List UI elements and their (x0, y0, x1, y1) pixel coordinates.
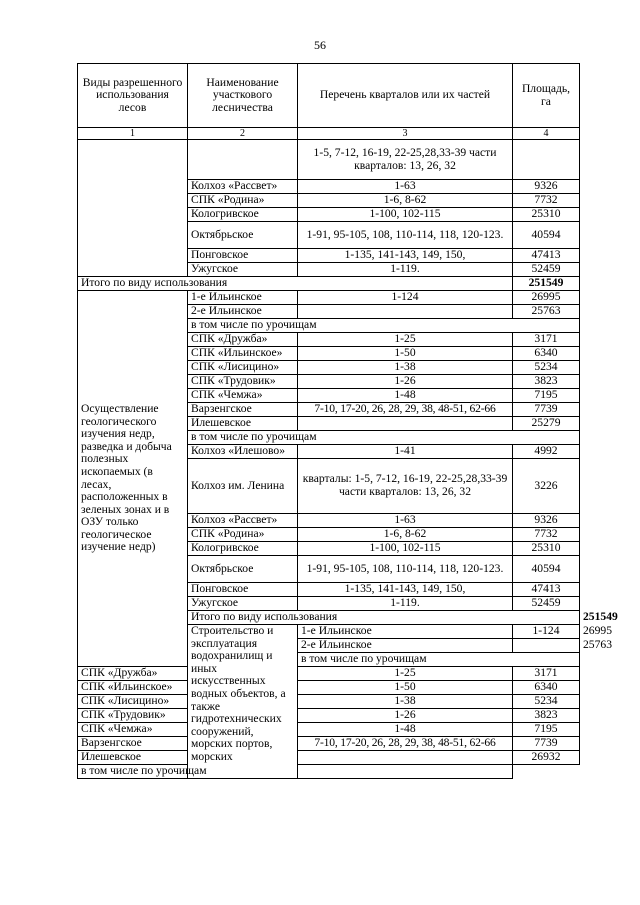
table-row (78, 681, 580, 695)
header-num-2: 2 (188, 128, 298, 140)
table-row (78, 291, 580, 305)
area-cell: 40594 (513, 556, 580, 583)
forestry-cell: СПК «Лисицино» (188, 361, 298, 375)
quarters-cell: 1-6, 8-62 (298, 528, 513, 542)
quarters-cell: 1-100, 102-115 (298, 208, 513, 222)
quarters-cell: 7-10, 17-20, 26, 28, 29, 38, 48-51, 62-66 (298, 737, 513, 751)
forestry-cell: СПК «Чемжа» (188, 389, 298, 403)
quarters-cell: кварталы: 1-5, 7-12, 16-19, 22-25,28,33-39 части кварталов: 13, 26, 32 (298, 459, 513, 514)
table-cell (188, 140, 298, 180)
table-row: 2-е Ильинское 25763 (78, 639, 580, 653)
header-quarters: Перечень кварталов или их частей (298, 64, 513, 128)
table-row (78, 709, 580, 723)
forestry-cell: СПК «Ильинское» (188, 347, 298, 361)
quarters-cell: 1-48 (298, 723, 513, 737)
quarters-cell: 1-38 (298, 361, 513, 375)
subheader-label: в том числе по урочищам (78, 765, 513, 779)
area-cell: 5234 (513, 695, 580, 709)
area-cell: 26995 (513, 291, 580, 305)
use-type-cell (78, 140, 188, 277)
table-row (78, 695, 580, 709)
quarters-cell: 1-26 (298, 375, 513, 389)
header-num-4: 4 (513, 128, 580, 140)
quarters-cell: 1-41 (298, 445, 513, 459)
area-cell: 3171 (513, 333, 580, 347)
forestry-cell: 2-е Ильинское (188, 305, 298, 319)
area-cell: 25763 (513, 305, 580, 319)
use-type-cell: Осуществление геологического изучения недр, разведка и добыча полезных ископаемых (в лесах, расположенных в зеленых зонах и в ОЗУ только геологическое изучение недр) (78, 291, 188, 667)
forestry-cell: 1-е Ильинское (298, 625, 513, 639)
forestry-cell: Октябрьское (188, 556, 298, 583)
quarters-cell: 1-119. (298, 263, 513, 277)
total-row: Итого по виду использования 251549 (78, 611, 580, 625)
quarters-cell: 1-100, 102-115 (298, 542, 513, 556)
area-cell: 9326 (513, 180, 580, 194)
table-row: Строительство и эксплуатация водохранилищ и иных искусственных водных объектов, а также гидротехнических сооружений, морских портов, морских 1-е Ильинское 1-124 26995 (78, 625, 580, 639)
forestry-cell: Понговское (188, 249, 298, 263)
quarters-cell: 7-10, 17-20, 26, 28, 29, 38, 48-51, 62-66 (298, 403, 513, 417)
header-num-3: 3 (298, 128, 513, 140)
forestry-cell: Кологривское (188, 208, 298, 222)
quarters-cell: 1-48 (298, 389, 513, 403)
quarters-cell: 1-91, 95-105, 108, 110-114, 118, 120-123. (298, 222, 513, 249)
forestry-cell: СПК «Трудовик» (188, 375, 298, 389)
forestry-cell: Ужугское (188, 263, 298, 277)
area-cell: 9326 (513, 514, 580, 528)
table-row (78, 751, 580, 765)
forestry-cell: СПК «Лисицино» (78, 695, 188, 709)
forestry-cell: Илешевское (188, 417, 298, 431)
area-cell: 5234 (513, 361, 580, 375)
area-cell: 7739 (513, 737, 580, 751)
quarters-cell: 1-25 (298, 667, 513, 681)
quarters-cell: 1-119. (298, 597, 513, 611)
area-cell: 7732 (513, 528, 580, 542)
forestry-cell: Варзенгское (78, 737, 188, 751)
area-cell: 7195 (513, 723, 580, 737)
quarters-cell: 1-50 (298, 681, 513, 695)
area-cell: 7739 (513, 403, 580, 417)
quarters-cell (298, 305, 513, 319)
area-cell: 7732 (513, 194, 580, 208)
subheader-label: в том числе по урочищам (188, 319, 580, 333)
forestry-cell: Колхоз «Илешово» (188, 445, 298, 459)
quarters-cell: 1-124 (298, 291, 513, 305)
quarters-cell: 1-5, 7-12, 16-19, 22-25,28,33-39 части кварталов: 13, 26, 32 (298, 140, 513, 180)
quarters-cell: 1-63 (298, 180, 513, 194)
forestry-cell: СПК «Родина» (188, 194, 298, 208)
area-cell: 7195 (513, 389, 580, 403)
area-cell: 25279 (513, 417, 580, 431)
subheader-label: в том числе по урочищам (298, 653, 580, 667)
area-cell: 3823 (513, 375, 580, 389)
subheader-label: в том числе по урочищам (188, 431, 580, 445)
forestry-cell: Кологривское (188, 542, 298, 556)
forestry-cell: Понговское (188, 583, 298, 597)
forestry-cell: Колхоз «Рассвет» (188, 180, 298, 194)
header-use-type: Виды разрешенного использования лесов (78, 64, 188, 128)
area-cell: 40594 (513, 222, 580, 249)
area-cell: 52459 (513, 597, 580, 611)
forestry-cell: Колхоз им. Ленина (188, 459, 298, 514)
quarters-cell: 1-135, 141-143, 149, 150, (298, 583, 513, 597)
area-cell: 3823 (513, 709, 580, 723)
area-cell: 52459 (513, 263, 580, 277)
quarters-cell: 1-38 (298, 695, 513, 709)
area-cell: 3226 (513, 459, 580, 514)
quarters-cell (298, 417, 513, 431)
subheader-row (78, 765, 580, 779)
forestry-cell: Ужугское (188, 597, 298, 611)
area-cell: 25310 (513, 208, 580, 222)
area-cell: 4992 (513, 445, 580, 459)
total-label: Итого по виду использования (188, 611, 580, 625)
table-row (78, 667, 580, 681)
forestry-cell: СПК «Ильинское» (78, 681, 188, 695)
total-label: Итого по виду использования (78, 277, 513, 291)
forestry-cell: Колхоз «Рассвет» (188, 514, 298, 528)
total-row (78, 277, 580, 291)
forestry-cell: СПК «Дружба» (188, 333, 298, 347)
quarters-cell: 1-91, 95-105, 108, 110-114, 118, 120-123. (298, 556, 513, 583)
quarters-cell (298, 751, 513, 765)
header-forestry: Наименование участкового лесничества (188, 64, 298, 128)
forestry-cell: 2-е Ильинское (298, 639, 513, 653)
forestry-cell: Октябрьское (188, 222, 298, 249)
forestry-cell: СПК «Родина» (188, 528, 298, 542)
forestry-cell: СПК «Трудовик» (78, 709, 188, 723)
quarters-cell: 1-26 (298, 709, 513, 723)
quarters-cell: 1-25 (298, 333, 513, 347)
forestry-cell: СПК «Дружба» (78, 667, 188, 681)
forestry-cell: Илешевское (78, 751, 188, 765)
quarters-cell: 1-50 (298, 347, 513, 361)
area-cell: 6340 (513, 347, 580, 361)
table-cell (513, 140, 580, 180)
quarters-cell: 1-135, 141-143, 149, 150, (298, 249, 513, 263)
area-cell: 25310 (513, 542, 580, 556)
table-row (78, 723, 580, 737)
area-cell: 6340 (513, 681, 580, 695)
forestry-cell: Варзенгское (188, 403, 298, 417)
page-number: 56 (314, 38, 326, 52)
header-num-1: 1 (78, 128, 188, 140)
forest-use-table (77, 63, 618, 779)
area-cell: 3171 (513, 667, 580, 681)
quarters-cell: 1-6, 8-62 (298, 194, 513, 208)
area-cell: 47413 (513, 583, 580, 597)
quarters-cell: 1-63 (298, 514, 513, 528)
total-value: 251549 (513, 277, 580, 291)
forestry-cell: СПК «Чемжа» (78, 723, 188, 737)
header-area: Площадь, га (513, 64, 580, 128)
use-type-cell: Строительство и эксплуатация водохранилищ и иных искусственных водных объектов, а также гидротехнических сооружений, морских портов, морских (188, 625, 298, 779)
area-cell: 26932 (513, 751, 580, 765)
table-row (78, 737, 580, 751)
quarters-cell: 1-124 (513, 625, 580, 639)
forestry-cell: 1-е Ильинское (188, 291, 298, 305)
quarters-cell (513, 639, 580, 653)
area-cell: 47413 (513, 249, 580, 263)
